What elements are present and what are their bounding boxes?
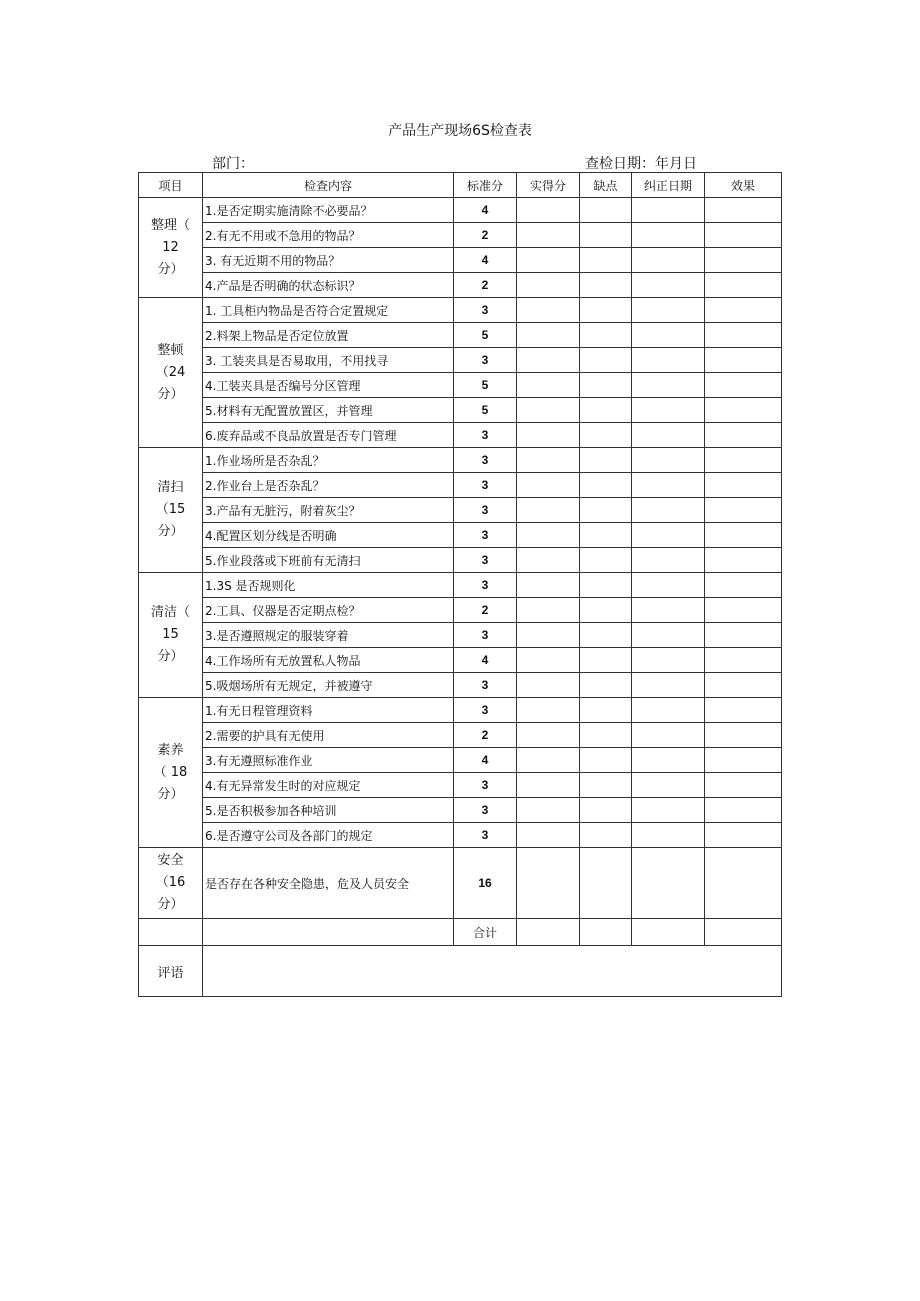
effect-cell[interactable] [705,248,782,273]
defect-cell[interactable] [580,523,632,548]
defect-cell[interactable] [580,298,632,323]
standard-score-cell: 3 [454,823,517,848]
actual-score-cell[interactable] [517,423,580,448]
section-name-line: 分） [157,786,184,802]
check-content-cell: 6.废弃品或不良品放置是否专门管理 [203,423,454,448]
defect-cell[interactable] [580,773,632,798]
effect-cell[interactable] [705,373,782,398]
defect-cell[interactable] [580,723,632,748]
table-row [139,348,782,373]
actual-score-cell[interactable] [517,723,580,748]
defect-cell[interactable] [580,398,632,423]
check-content-cell: 1. 工具柜内物品是否符合定置规定 [203,298,454,323]
section-name-cell [139,698,203,848]
defect-cell[interactable] [580,573,632,598]
table-row [139,398,782,423]
table-row [139,323,782,348]
standard-score-cell: 3 [454,773,517,798]
check-content-cell: 2.需要的护具有无使用 [203,723,454,748]
check-content-cell: 2.料架上物品是否定位放置 [203,323,454,348]
correction-date-cell[interactable] [632,198,705,223]
standard-score-cell: 5 [454,323,517,348]
correction-date-cell[interactable] [632,723,705,748]
inspection-date-label: 查检日期：年月日 [585,156,697,172]
correction-date-cell[interactable] [632,398,705,423]
check-content-cell: 3. 有无近期不用的物品？ [203,248,454,273]
table-row [139,623,782,648]
correction-date-cell[interactable] [632,919,705,946]
correction-date-cell[interactable] [632,448,705,473]
effect-cell[interactable] [705,473,782,498]
table-row [139,698,782,723]
actual-score-cell[interactable] [517,523,580,548]
effect-cell[interactable] [705,448,782,473]
empty-cell [203,919,454,946]
standard-score-cell: 3 [454,548,517,573]
effect-cell[interactable] [705,723,782,748]
table-row [139,723,782,748]
correction-date-cell[interactable] [632,573,705,598]
defect-cell[interactable] [580,798,632,823]
section-name-cell [139,298,203,448]
correction-date-cell[interactable] [632,323,705,348]
header-cell: 纠正日期 [632,173,705,198]
defect-cell[interactable] [580,848,632,919]
check-content-cell: 3.是否遵照规定的服装穿着 [203,623,454,648]
actual-score-cell[interactable] [517,748,580,773]
standard-score-cell: 2 [454,723,517,748]
table-row [139,673,782,698]
standard-score-cell: 3 [454,298,517,323]
correction-date-cell[interactable] [632,273,705,298]
standard-score-cell: 3 [454,523,517,548]
effect-cell[interactable] [705,748,782,773]
correction-date-cell[interactable] [632,623,705,648]
section-name-line: 分） [157,649,184,664]
total-label: 合计 [454,919,517,946]
check-content-cell: 4.产品是否明确的状态标识？ [203,273,454,298]
actual-score-cell[interactable] [517,623,580,648]
correction-date-cell[interactable] [632,798,705,823]
actual-score-cell[interactable] [517,698,580,723]
section-name-line: 15 [162,627,179,642]
standard-score-cell: 3 [454,423,517,448]
actual-score-cell[interactable] [517,498,580,523]
effect-cell[interactable] [705,673,782,698]
correction-date-cell[interactable] [632,748,705,773]
defect-cell[interactable] [580,748,632,773]
effect-cell[interactable] [705,573,782,598]
effect-cell[interactable] [705,823,782,848]
check-content-cell: 2.有无不用或不急用的物品？ [203,223,454,248]
check-content-cell: 5.吸烟场所有无规定，并被遵守 [203,673,454,698]
table-row [139,548,782,573]
defect-cell[interactable] [580,919,632,946]
correction-date-cell[interactable] [632,773,705,798]
defect-cell[interactable] [580,248,632,273]
actual-score-cell[interactable] [517,448,580,473]
standard-score-cell: 3 [454,348,517,373]
check-content-cell: 4.工装夹具是否编号分区管理 [203,373,454,398]
check-content-cell: 4.配置区划分线是否明确 [203,523,454,548]
effect-cell[interactable] [705,223,782,248]
comment-row [139,946,782,997]
table-row [139,598,782,623]
check-content-cell: 4.有无异常发生时的对应规定 [203,773,454,798]
effect-cell[interactable] [705,423,782,448]
section-name-cell [139,448,203,573]
actual-score-cell[interactable] [517,248,580,273]
effect-cell[interactable] [705,798,782,823]
correction-date-cell[interactable] [632,598,705,623]
table-row [139,423,782,448]
correction-date-cell[interactable] [632,348,705,373]
inspection-table [138,172,782,997]
correction-date-cell[interactable] [632,423,705,448]
check-content-cell: 2.工具、仪器是否定期点检？ [203,598,454,623]
section-name-line: （15 [155,502,186,517]
correction-date-cell[interactable] [632,473,705,498]
actual-score-cell[interactable] [517,298,580,323]
table-row [139,823,782,848]
table-row [139,648,782,673]
actual-score-cell[interactable] [517,373,580,398]
empty-cell [139,919,203,946]
section-name-line: 安全 [157,853,184,868]
actual-score-cell[interactable] [517,348,580,373]
defect-cell[interactable] [580,823,632,848]
section-name-line: 整顿 [157,342,184,358]
check-content-cell: 5.材料有无配置放置区，并管理 [203,398,454,423]
header-cell: 实得分 [517,173,580,198]
header-cell: 项目 [139,173,203,198]
effect-cell[interactable] [705,548,782,573]
actual-score-cell[interactable] [517,573,580,598]
correction-date-cell[interactable] [632,298,705,323]
defect-cell[interactable] [580,598,632,623]
effect-cell[interactable] [705,198,782,223]
comment-label: 评语 [139,946,203,997]
correction-date-cell[interactable] [632,248,705,273]
page-title: 产品生产现场6S检查表 [388,123,532,139]
table-row [139,798,782,823]
correction-date-cell[interactable] [632,673,705,698]
correction-date-cell[interactable] [632,223,705,248]
standard-score-cell: 4 [454,248,517,273]
table-row [139,473,782,498]
check-content-cell: 4.工作场所有无放置私人物品 [203,648,454,673]
header-cell: 检查内容 [203,173,454,198]
actual-score-cell[interactable] [517,473,580,498]
check-content-cell: 3.有无遵照标准作业 [203,748,454,773]
correction-date-cell[interactable] [632,648,705,673]
table-row [139,373,782,398]
section-name-line: （ 18 [153,764,188,780]
correction-date-cell[interactable] [632,698,705,723]
table-row [139,498,782,523]
table-row [139,248,782,273]
section-name-cell [139,573,203,698]
defect-cell[interactable] [580,198,632,223]
section-name-line: 分） [157,897,184,912]
section-name-line: 清扫 [157,480,184,495]
defect-cell[interactable] [580,448,632,473]
defect-cell[interactable] [580,648,632,673]
effect-cell[interactable] [705,523,782,548]
table-row [139,198,782,223]
correction-date-cell[interactable] [632,523,705,548]
effect-cell[interactable] [705,648,782,673]
department-label: 部门： [212,156,254,172]
header-cell: 效果 [705,173,782,198]
effect-cell[interactable] [705,598,782,623]
effect-cell[interactable] [705,773,782,798]
standard-score-cell: 3 [454,623,517,648]
defect-cell[interactable] [580,623,632,648]
effect-cell[interactable] [705,298,782,323]
header-row [139,173,782,198]
check-content-cell: 6.是否遵守公司及各部门的规定 [203,823,454,848]
actual-score-cell[interactable] [517,673,580,698]
defect-cell[interactable] [580,473,632,498]
header-cell: 标准分 [454,173,517,198]
effect-cell[interactable] [705,398,782,423]
header-cell: 缺点 [580,173,632,198]
effect-cell[interactable] [705,698,782,723]
effect-cell[interactable] [705,348,782,373]
actual-score-cell[interactable] [517,273,580,298]
correction-date-cell[interactable] [632,548,705,573]
standard-score-cell: 3 [454,798,517,823]
section-name-line: 素养 [157,742,184,758]
actual-score-cell[interactable] [517,798,580,823]
check-content-cell: 1.作业场所是否杂乱？ [203,448,454,473]
actual-score-cell[interactable] [517,773,580,798]
effect-cell[interactable] [705,623,782,648]
table-row [139,273,782,298]
actual-score-cell[interactable] [517,398,580,423]
actual-score-cell[interactable] [517,548,580,573]
standard-score-cell: 3 [454,673,517,698]
standard-score-cell: 3 [454,448,517,473]
defect-cell[interactable] [580,223,632,248]
standard-score-cell: 4 [454,748,517,773]
section-name-cell [139,198,203,298]
actual-score-cell[interactable] [517,823,580,848]
defect-cell[interactable] [580,348,632,373]
check-content-cell: 2.作业台上是否杂乱？ [203,473,454,498]
defect-cell[interactable] [580,673,632,698]
correction-date-cell[interactable] [632,373,705,398]
table-row [139,773,782,798]
safety-row [139,848,782,919]
actual-score-cell[interactable] [517,648,580,673]
table-row [139,448,782,473]
standard-score-cell: 2 [454,223,517,248]
section-name-line: 清洁（ [150,605,190,620]
check-content-cell: 3. 工装夹具是否易取用，不用找寻 [203,348,454,373]
defect-cell[interactable] [580,323,632,348]
table-row [139,748,782,773]
section-name-line: 分） [157,386,184,402]
check-content-cell: 5.是否积极参加各种培训 [203,798,454,823]
section-name-line: 整理（ [150,217,190,233]
standard-score-cell: 16 [454,848,517,919]
section-name-line: （16 [155,875,186,890]
standard-score-cell: 4 [454,198,517,223]
correction-date-cell[interactable] [632,498,705,523]
effect-cell[interactable] [705,919,782,946]
section-name-line: 分） [157,524,184,539]
table-row [139,573,782,598]
actual-score-cell[interactable] [517,323,580,348]
actual-score-cell[interactable] [517,848,580,919]
table-row [139,298,782,323]
effect-cell[interactable] [705,848,782,919]
effect-cell[interactable] [705,498,782,523]
standard-score-cell: 3 [454,573,517,598]
defect-cell[interactable] [580,548,632,573]
defect-cell[interactable] [580,273,632,298]
defect-cell[interactable] [580,423,632,448]
section-name-line: 分） [157,261,184,277]
check-content-cell: 3.产品有无脏污，附着灰尘？ [203,498,454,523]
check-content-cell: 5.作业段落或下班前有无清扫 [203,548,454,573]
defect-cell[interactable] [580,373,632,398]
section-name-line: 12 [162,239,179,255]
effect-cell[interactable] [705,273,782,298]
defect-cell[interactable] [580,698,632,723]
actual-score-cell[interactable] [517,919,580,946]
check-content-cell: 1.3S 是否规则化 [203,573,454,598]
standard-score-cell: 3 [454,498,517,523]
actual-score-cell[interactable] [517,198,580,223]
actual-score-cell[interactable] [517,223,580,248]
section-name-cell [139,848,203,919]
table-row [139,223,782,248]
total-row [139,919,782,946]
standard-score-cell: 3 [454,698,517,723]
standard-score-cell: 2 [454,273,517,298]
table-row [139,523,782,548]
check-content-cell: 1.是否定期实施清除不必要品？ [203,198,454,223]
defect-cell[interactable] [580,498,632,523]
standard-score-cell: 5 [454,398,517,423]
standard-score-cell: 4 [454,648,517,673]
standard-score-cell: 2 [454,598,517,623]
correction-date-cell[interactable] [632,848,705,919]
standard-score-cell: 3 [454,473,517,498]
standard-score-cell: 5 [454,373,517,398]
section-name-line: （24 [155,364,186,380]
effect-cell[interactable] [705,323,782,348]
check-content-cell: 是否存在各种安全隐患，危及人员安全 [203,848,454,919]
correction-date-cell[interactable] [632,823,705,848]
actual-score-cell[interactable] [517,598,580,623]
comment-field[interactable] [203,946,782,997]
check-content-cell: 1.有无日程管理资料 [203,698,454,723]
